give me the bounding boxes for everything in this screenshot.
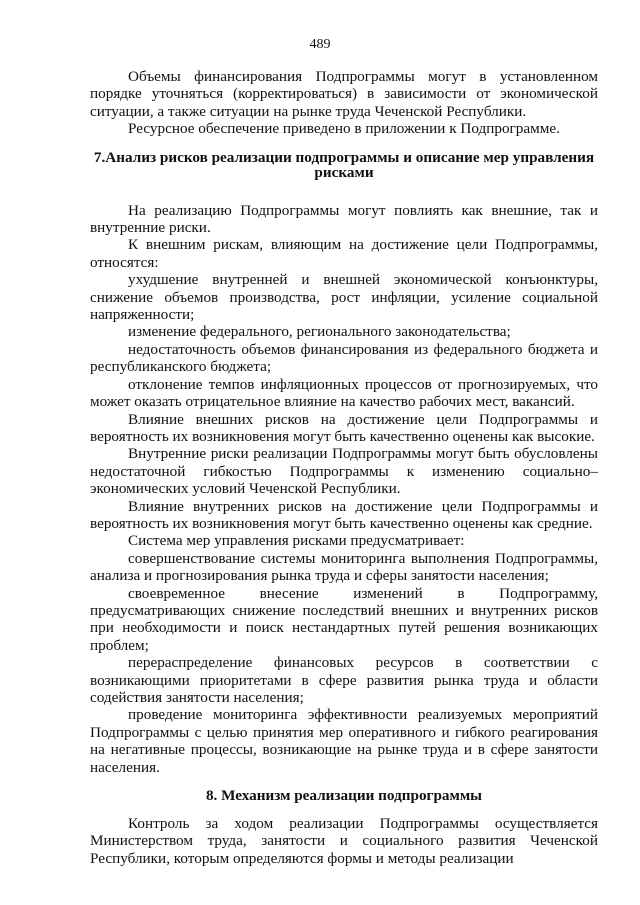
section-7-paragraph: недостаточность объемов финансирования из федерального бюджета и республиканского бюджета; bbox=[90, 340, 598, 376]
section-7-heading: 7.Анализ рисков реализации подпрограммы и описание мер управления рисками bbox=[93, 148, 595, 181]
section-7-paragraph: Влияние внешних рисков на достижение цели Подпрограммы и вероятность их возникновения могут быть качественно оценены как высокие. bbox=[90, 410, 598, 445]
section-7-paragraph: На реализацию Подпрограммы могут повлиять как внешние, так и внутренние риски. bbox=[90, 201, 598, 237]
section-7-paragraph: перераспределение финансовых ресурсов в соответствии с возникающими приоритетами в сфере развития рынка труда и области содействия занятости населения; bbox=[90, 654, 598, 706]
intro-paragraph: Ресурсное обеспечение приведено в приложении к Подпрограмме. bbox=[128, 120, 560, 138]
page-number: 489 bbox=[309, 37, 331, 52]
section-7-paragraph: Система мер управления рисками предусматривает: bbox=[128, 532, 465, 550]
section-7-paragraph: К внешним рискам, влияющим на достижение цели Подпрограммы, относятся: bbox=[90, 236, 598, 271]
section-8-paragraph: Контроль за ходом реализации Подпрограммы осуществляется Министерством труда, занятости и социального развития Чеченской Республики, которым определяются формы и методы реализации bbox=[90, 815, 598, 867]
section-7-paragraph: отклонение темпов инфляционных процессов от прогнозируемых, что может оказать отрицательное влияние на качество рабочих мест, вакансий. bbox=[90, 375, 598, 411]
page-content bbox=[90, 68, 598, 867]
section-7-paragraph: Внутренние риски реализации Подпрограммы могут быть обусловлены недостаточной гибкостью Подпрограммы к изменению социально–экономических условий Чеченской Республики. bbox=[90, 445, 598, 498]
section-7-paragraph: совершенствование системы мониторинга выполнения Подпрограммы, анализа и прогнозирования рынка труда и сферы занятости населения; bbox=[90, 549, 598, 585]
section-7-paragraph: своевременное внесение изменений в Подпрограмму, предусматривающих снижение последствий внешних и внутренних рисков при необходимости и поиск нестандартных путей решения возникающих проблем; bbox=[90, 584, 598, 654]
section-7-paragraph: ухудшение внутренней и внешней экономической конъюнктуры, снижение объемов производства, рост инфляции, усиление социальной напряженности; bbox=[90, 271, 598, 324]
section-8-heading: 8. Механизм реализации подпрограммы bbox=[205, 787, 483, 805]
section-7-paragraph: проведение мониторинга эффективности реализуемых мероприятий Подпрограммы с целью принятия мер оперативного и гибкого реагирования на негативные процессы, возникающие на рынке труда и в сфере занятости населения. bbox=[90, 706, 598, 776]
intro-paragraph: Объемы финансирования Подпрограммы могут в установленном порядке уточняться (корректироваться) в зависимости от экономической ситуации, а также ситуации на рынке труда Чеченской Республики. bbox=[90, 68, 598, 120]
section-7-paragraph: Влияние внутренних рисков на достижение цели Подпрограммы и вероятность их возникновения могут быть качественно оценены как средние. bbox=[90, 497, 598, 532]
section-7-paragraph: изменение федерального, регионального законодательства; bbox=[128, 323, 511, 341]
